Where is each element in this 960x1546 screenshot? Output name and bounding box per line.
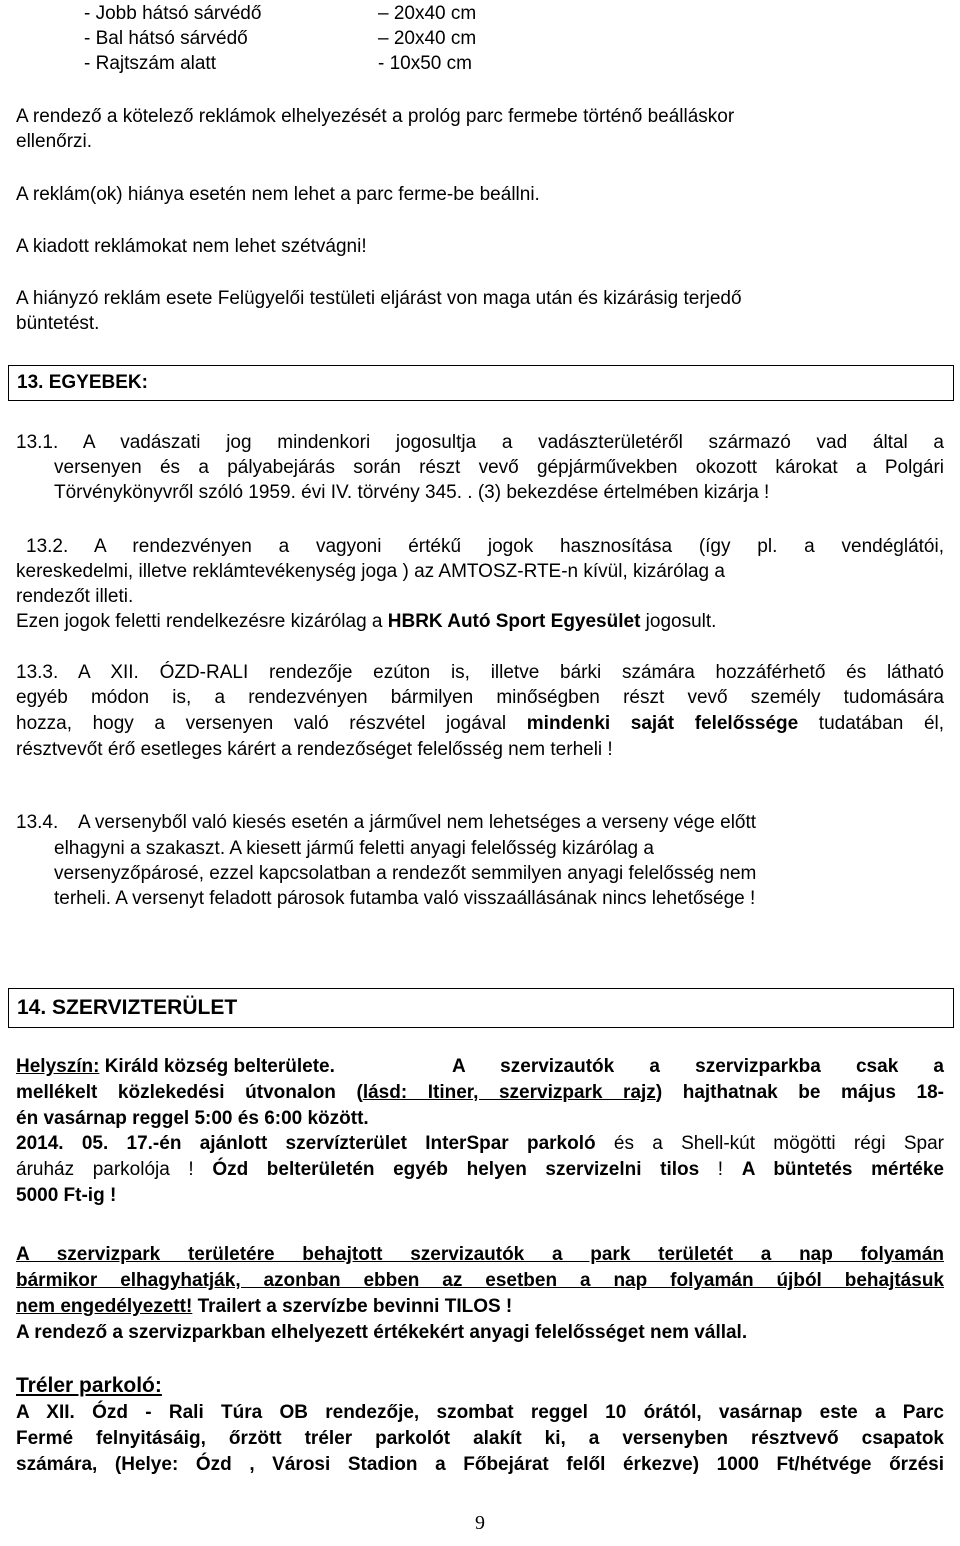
ad-name: - Bal hátsó sárvédő	[84, 28, 248, 49]
section-heading-box	[8, 988, 954, 1028]
section-heading-box	[8, 365, 954, 401]
paragraph-line: A szervizautók a szervizparkba csak a	[452, 1056, 944, 1077]
paragraph-line: számára, (Helye: Ózd , Városi Stadion a Főbejárat felől érkezve) 1000 Ft/hétvége őrzési	[16, 1454, 944, 1475]
paragraph-line: ellenőrzi.	[16, 131, 93, 152]
paragraph-line: 13.3. A XII. ÓZD-RALI rendezője ezúton is, illetve bárki számára hozzáférhető és látható	[16, 662, 944, 683]
ad-name: - Rajtszám alatt	[84, 53, 216, 74]
paragraph-line: versenyzőpárosé, ezzel kapcsolatban a rendezőt semmilyen anyagi felelősség nem	[54, 863, 757, 884]
section-heading: 14. SZERVIZTERÜLET	[17, 996, 238, 1019]
paragraph-number: 13.4.	[16, 812, 59, 833]
paragraph-line: nem engedélyezett! Trailert a szervízbe bevinni TILOS !	[16, 1296, 513, 1317]
paragraph-line: Törvénykönyvről szóló 1959. évi IV. törvény 345. . (3) bekezdése értelmében kizárja !	[54, 482, 770, 503]
paragraph-line: mellékelt közlekedési útvonalon (lásd: Itiner, szervizpark rajz) hajthatnak be május 18-	[16, 1082, 944, 1103]
paragraph-line: A reklám(ok) hiánya esetén nem lehet a parc ferme-be beállni.	[16, 184, 540, 205]
paragraph-line: 13.2. A rendezvényen a vagyoni értékű jogok hasznosítása (így pl. a vendéglátói,	[26, 536, 944, 557]
paragraph-line: A XII. Ózd - Rali Túra OB rendezője, szombat reggel 10 órától, vasárnap este a Parc	[16, 1402, 944, 1423]
paragraph-line: 5000 Ft-ig !	[16, 1185, 117, 1206]
paragraph-line: A kiadott reklámokat nem lehet szétvágni!	[16, 236, 367, 257]
ad-size: – 20x40 cm	[378, 3, 477, 24]
paragraph-line: Ezen jogok feletti rendelkezésre kizárólag a HBRK Autó Sport Egyesület jogosult.	[16, 611, 717, 632]
section-heading: 13. EGYEBEK:	[17, 372, 148, 393]
paragraph-line: 13.1. A vadászati jog mindenkori jogosultja a vadászterületéről származó vad által a	[16, 432, 944, 453]
paragraph-line: kereskedelmi, illetve reklámtevékenység joga ) az AMTOSZ-RTE-n kívül, kizárólag a	[16, 561, 725, 582]
paragraph-line: egyéb módon is, a rendezvényen bármilyen minőségben részt vevő személy tudomására	[16, 687, 944, 708]
paragraph-line: versenyen és a pályabejárás során részt vevő gépjárművekben okozott károkat a Polgári	[54, 457, 944, 478]
paragraph-line: 2014. 05. 17.-én ajánlott szervízterület InterSpar parkoló és a Shell-kút mögötti régi Spar	[16, 1133, 944, 1154]
paragraph-line: A rendező a kötelező reklámok elhelyezését a prológ parc fermebe történő beálláskor	[16, 106, 735, 127]
ad-size: – 20x40 cm	[378, 28, 477, 49]
paragraph-line: hozza, hogy a versenyen való részvétel jogával mindenki saját felelőssége tudatában él,	[16, 713, 945, 734]
paragraph-line: elhagyni a szakaszt. A kiesett jármű feletti anyagi felelősség kizárólag a	[54, 838, 654, 859]
paragraph-line: A rendező a szervizparkban elhelyezett értékekért anyagi felelősséget nem vállal.	[16, 1322, 748, 1343]
ad-name: - Jobb hátsó sárvédő	[84, 3, 262, 24]
paragraph-line: áruház parkolója ! Ózd belterületén egyéb helyen szervizelni tilos ! A büntetés mértéke	[16, 1159, 944, 1180]
paragraph-line: rendezőt illeti.	[16, 586, 134, 607]
paragraph-line: A szervizpark területére behajtott szervizautók a park területét a nap folyamán	[16, 1244, 944, 1265]
ad-size: - 10x50 cm	[378, 53, 472, 74]
paragraph-line: résztvevőt érő esetleges kárért a rendezőséget felelősség nem terheli !	[16, 739, 613, 760]
subheading: Tréler parkoló:	[16, 1374, 162, 1397]
page-number: 9	[475, 1512, 485, 1534]
paragraph-line: terheli. A versenyt feladott párosok futamba való visszaállásának nincs lehetősége !	[54, 888, 756, 909]
paragraph-line: Helyszín: Királd község belterülete.	[16, 1056, 335, 1077]
organizer-name: HBRK Autó Sport Egyesület	[387, 611, 641, 632]
paragraph-line: Fermé felnyitásáig, őrzött tréler parkolót alakít ki, a versenyben résztvevő csapatok	[16, 1428, 944, 1449]
paragraph-line: büntetést.	[16, 313, 100, 334]
paragraph-line: én vasárnap reggel 5:00 és 6:00 között.	[16, 1108, 369, 1129]
paragraph-line: A hiányzó reklám esete Felügyelői testületi eljárást von maga után és kizárásig terjedő	[16, 288, 742, 309]
paragraph-line: bármikor elhagyhatják, azonban ebben az esetben a nap folyamán újból behajtásuk	[16, 1270, 944, 1291]
paragraph-line: A versenyből való kiesés esetén a járművel nem lehetséges a verseny vége előtt	[78, 812, 757, 833]
